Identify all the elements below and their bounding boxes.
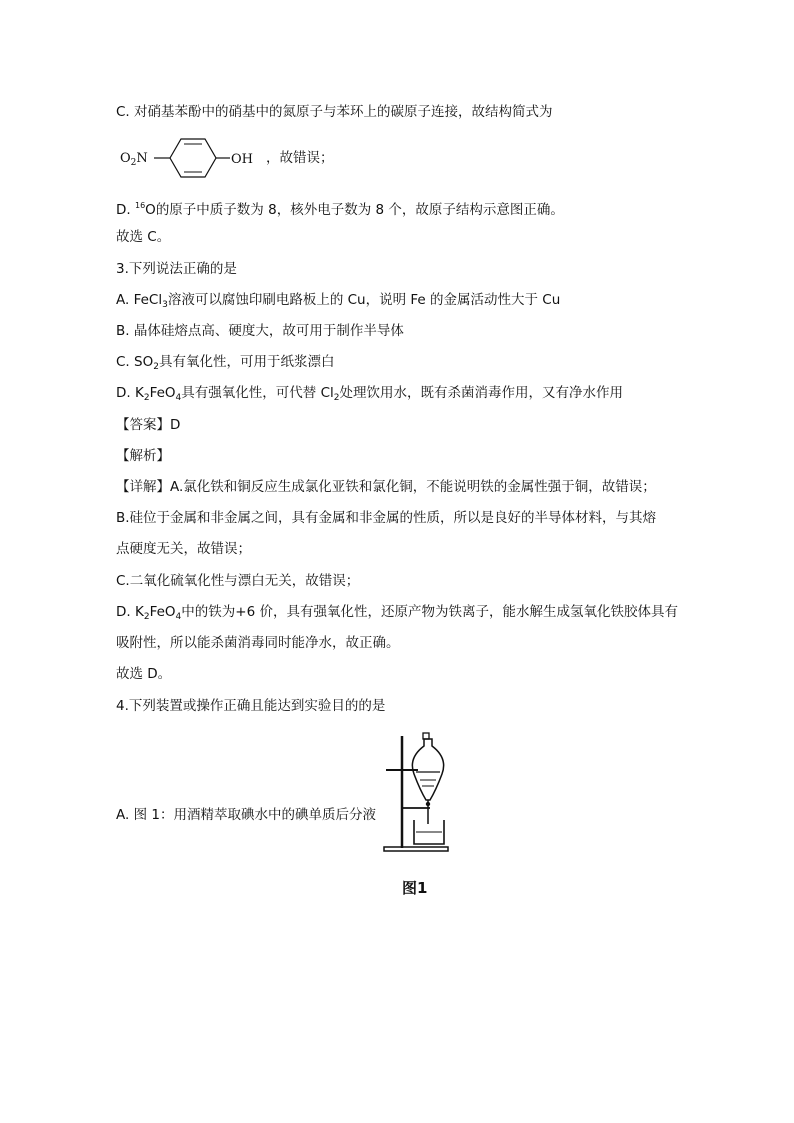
q4-title: 4.下列装置或操作正确且能达到实验目的的是 [116, 698, 386, 714]
benzene-ring [170, 139, 216, 177]
option-c-intro: C. 对硝基苯酚中的硝基中的氮原子与苯环上的碳原子连接，故结构简式为 [116, 104, 553, 120]
answer: 【答案】D [116, 417, 181, 433]
option-c-end: ，故错误； [266, 150, 334, 166]
figure-1-separatory-funnel [380, 728, 460, 856]
detail-d: D. $K_2FeO_4$中的铁为+6 价，具有强氧化性，还原产物为铁离子，能水解生成氢氧化铁胶体具有 [116, 604, 678, 622]
o2-label: $O_2N$ [120, 151, 148, 168]
detail-c: C.二氧化硫氧化性与漂白无关，故错误； [116, 573, 360, 589]
q4-option-a: A. 图 1：用酒精萃取碘水中的碘单质后分液 [116, 807, 376, 823]
detail-a: 【详解】A.氯化铁和铜反应生成氯化亚铁和氯化铜，不能说明铁的金属性强于铜，故错误； [116, 479, 656, 495]
oh-label: OH [231, 152, 253, 167]
detail-b2: 点硬度无关，故错误； [116, 541, 251, 557]
choose-d: 故选 D。 [116, 666, 172, 682]
q3-option-a: A. FeCl$_3$溶液可以腐蚀印刷电路板上的 Cu，说明 Fe 的金属活动性大于 Cu [116, 292, 561, 310]
p-nitrophenol-structure [118, 128, 268, 188]
detail-b1: B.硅位于金属和非金属之间，具有金属和非金属的性质，所以是良好的半导体材料，与其熔 [116, 510, 657, 526]
q3-option-b: B. 晶体硅熔点高、硬度大，故可用于制作半导体 [116, 323, 404, 339]
q3-option-d: D. $K_2FeO_4$具有强氧化性，可代替 $Cl_2$处理饮用水，既有杀菌消毒作用，又有净水作用 [116, 385, 623, 403]
detail-d2: 吸附性，所以能杀菌消毒同时能净水，故正确。 [116, 635, 400, 651]
q3-option-c: C. $SO_2$具有氧化性，可用于纸浆漂白 [116, 354, 335, 372]
analysis-heading: 【解析】 [116, 448, 170, 464]
choose-c: 故选 C。 [116, 229, 171, 245]
figure-1-caption: 图1 [402, 879, 428, 897]
option-d-line: D. $^{16}$O的原子中质子数为 8，核外电子数为 8 个，故原子结构示意图正确。 [116, 201, 564, 218]
q3-title: 3.下列说法正确的是 [116, 261, 237, 277]
